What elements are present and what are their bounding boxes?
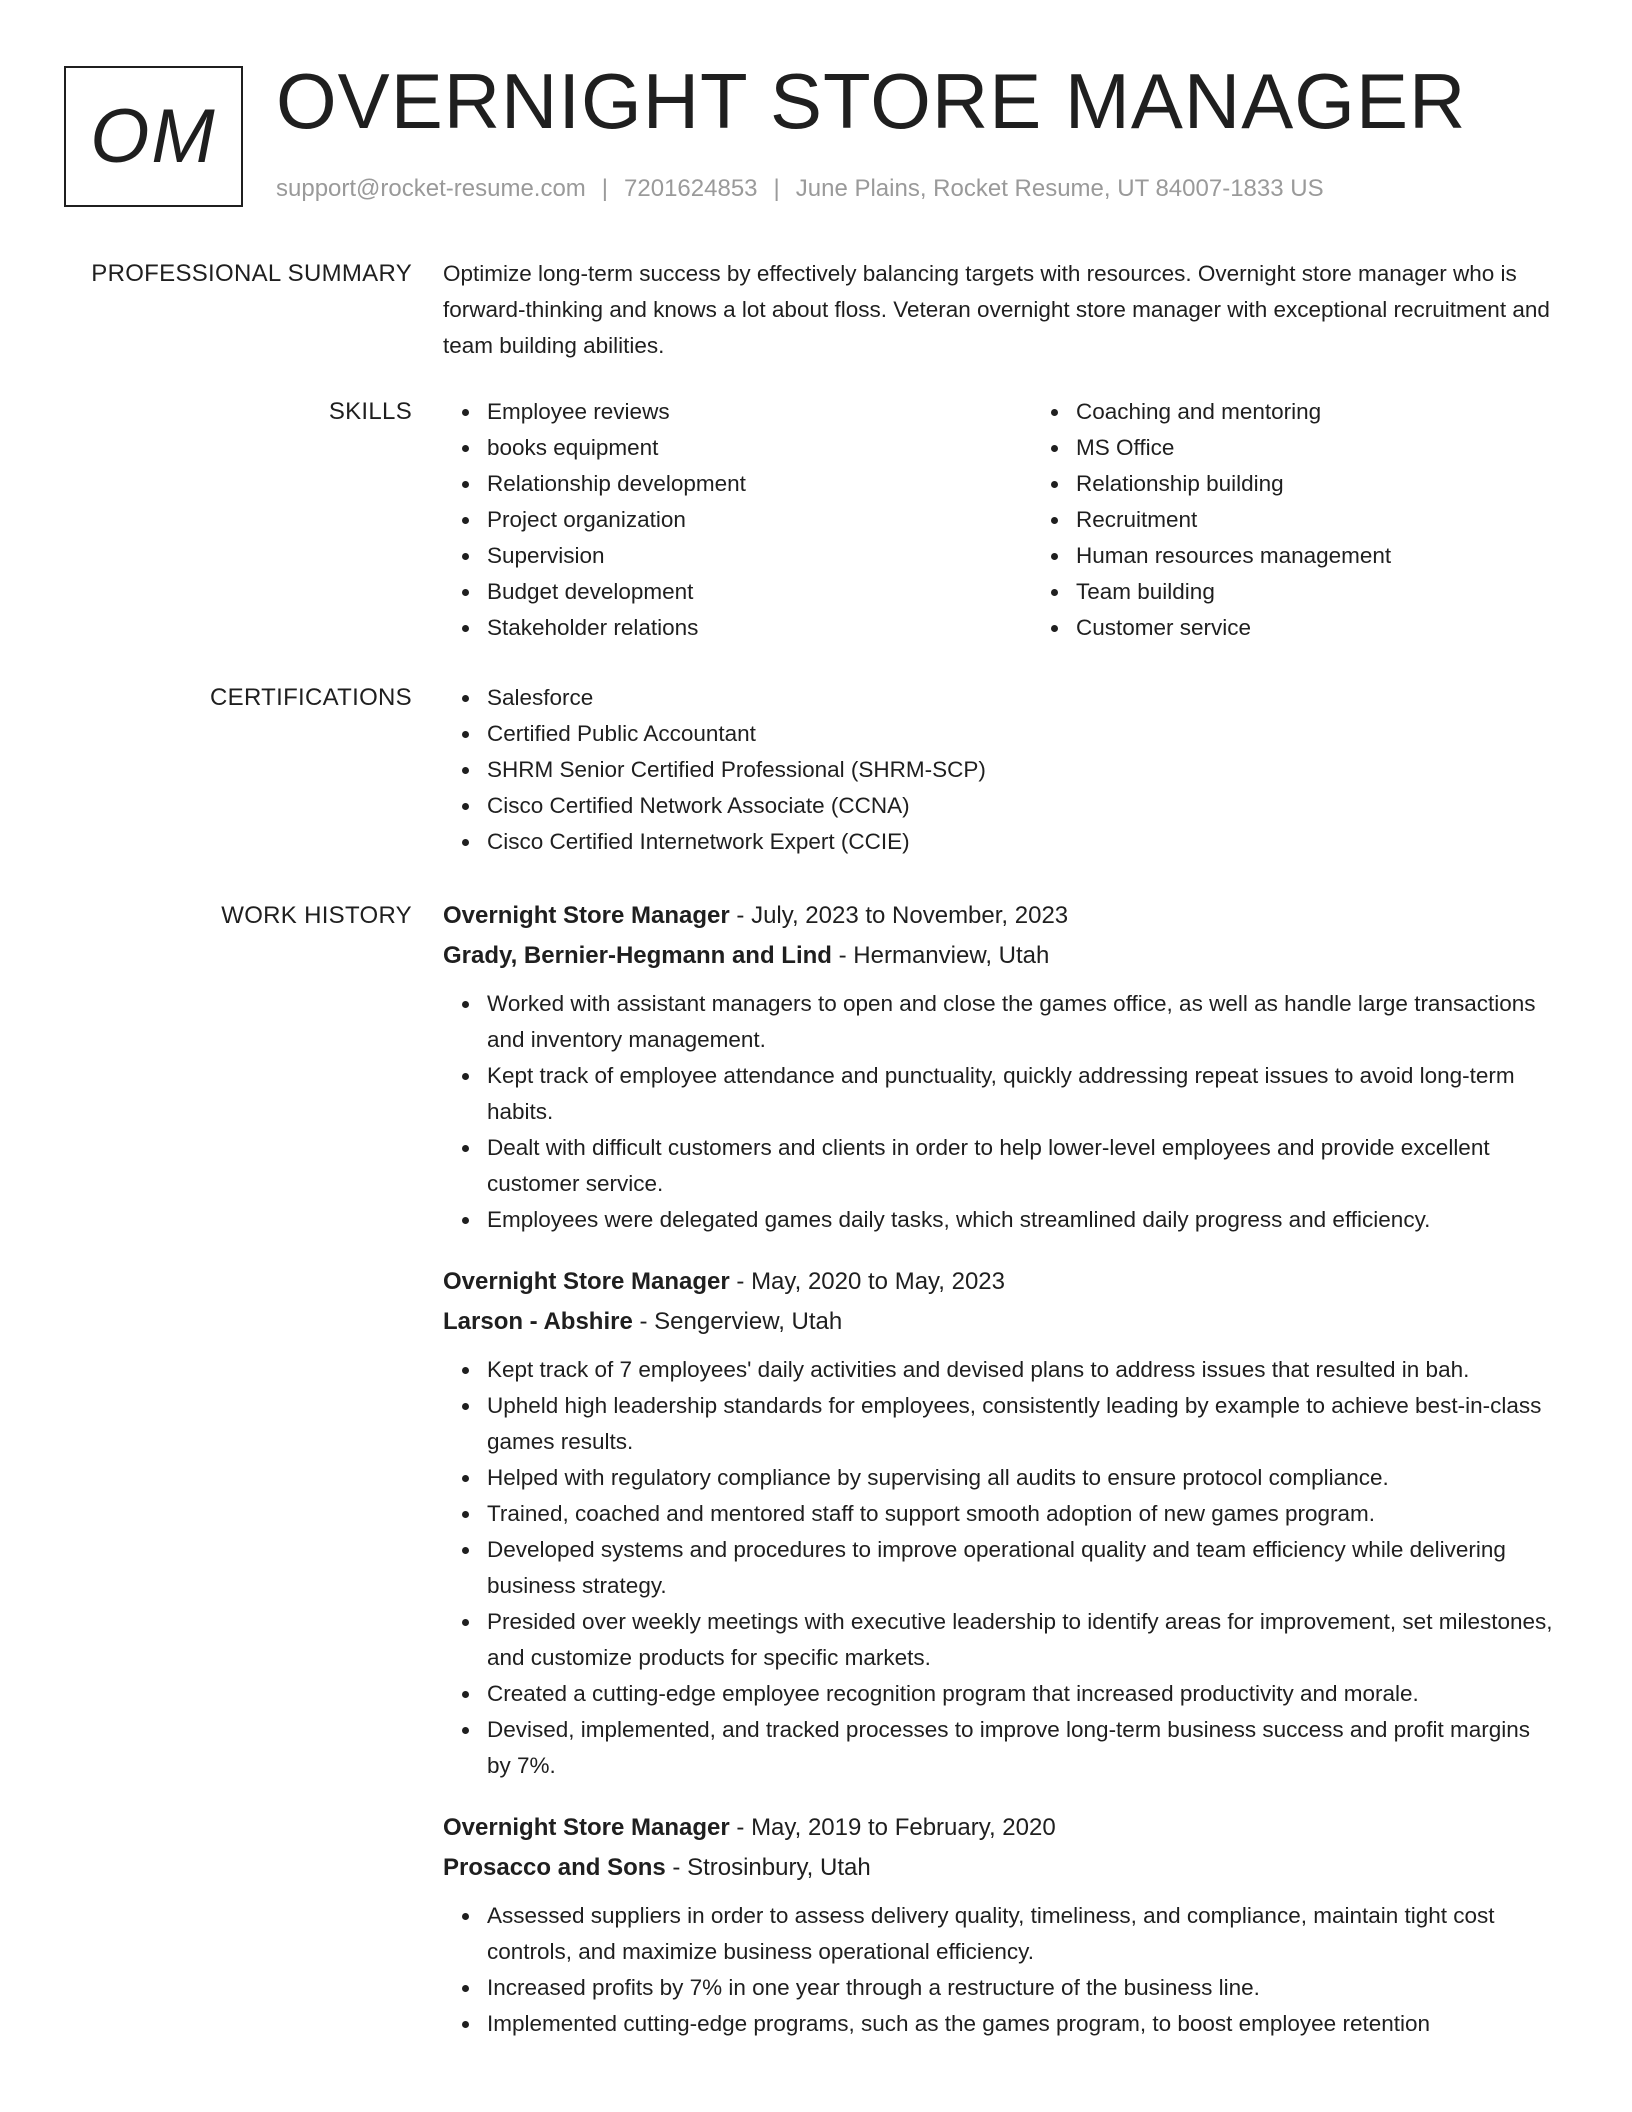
job-duty: Devised, implemented, and tracked processes to improve long-term business success and profit margins by 7%.	[487, 1712, 1553, 1784]
job-company: Prosacco and Sons	[443, 1854, 666, 1881]
job-company: Grady, Bernier-Hegmann and Lind	[443, 942, 832, 969]
contact-separator: |	[773, 175, 780, 202]
summary-text: Optimize long-term success by effectively balancing targets with resources. Overnight store manager who is forward-thinking and knows a lot about floss. Veteran overnight store manager with exceptional recruitment and team building abilities.	[443, 261, 1550, 358]
contact-phone: 7201624853	[624, 175, 758, 202]
skills-grid	[443, 394, 1553, 646]
job-location: - Hermanview, Utah	[831, 942, 1050, 969]
contact-address: June Plains, Rocket Resume, UT 84007-1833 US	[795, 175, 1324, 202]
job-location: - Sengerview, Utah	[632, 1308, 843, 1335]
skill-item: Team building	[1076, 574, 1576, 610]
job-duty: Created a cutting-edge employee recognition program that increased productivity and morale.	[487, 1676, 1553, 1712]
job-company-line	[443, 936, 1553, 976]
skill-item: Customer service	[1076, 610, 1576, 646]
job-company: Larson - Abshire	[443, 1308, 633, 1335]
job-duty: Worked with assistant managers to open and close the games office, as well as handle large transactions and inventory management.	[487, 986, 1553, 1058]
job-dates: - July, 2023 to November, 2023	[729, 902, 1069, 929]
skill-item: books equipment	[487, 430, 987, 466]
job-dates: - May, 2020 to May, 2023	[729, 1268, 1005, 1295]
job-title: Overnight Store Manager	[443, 1814, 730, 1841]
certification-item: SHRM Senior Certified Professional (SHRM-SCP)	[487, 752, 1553, 788]
job-duties	[443, 986, 1553, 1238]
work-history-body	[443, 896, 1553, 2066]
skill-item: Relationship development	[487, 466, 987, 502]
skills-body	[443, 394, 1553, 646]
job-duty: Increased profits by 7% in one year through a restructure of the business line.	[487, 1970, 1553, 2006]
contact-email: support@rocket-resume.com	[276, 175, 586, 202]
skill-item: Relationship building	[1076, 466, 1576, 502]
skill-item: Stakeholder relations	[487, 610, 987, 646]
job-duty: Implemented cutting-edge programs, such as the games program, to boost employee retention	[487, 2006, 1553, 2042]
job-title-line	[443, 1808, 1553, 1848]
job-dates: - May, 2019 to February, 2020	[729, 1814, 1056, 1841]
job-duties	[443, 1352, 1553, 1784]
job-duty: Employees were delegated games daily tasks, which streamlined daily progress and efficiency.	[487, 1202, 1553, 1238]
monogram-initials: OM	[90, 94, 217, 179]
job-duty: Helped with regulatory compliance by supervising all audits to ensure protocol compliance.	[487, 1460, 1553, 1496]
certification-item: Certified Public Accountant	[487, 716, 1553, 752]
skill-item: Employee reviews	[487, 394, 987, 430]
job-company-line	[443, 1848, 1553, 1888]
contact-line	[276, 174, 1324, 204]
skills-heading: SKILLS	[328, 398, 412, 425]
skill-item: Project organization	[487, 502, 987, 538]
skill-item: Coaching and mentoring	[1076, 394, 1576, 430]
monogram-box	[64, 66, 243, 207]
job-entry	[443, 896, 1553, 1238]
job-duty: Developed systems and procedures to improve operational quality and team efficiency while delivering business strategy.	[487, 1532, 1553, 1604]
job-title: Overnight Store Manager	[443, 902, 730, 929]
job-title-line	[443, 896, 1553, 936]
skill-item: MS Office	[1076, 430, 1576, 466]
certifications-heading: CERTIFICATIONS	[210, 684, 412, 711]
job-duties	[443, 1898, 1553, 2042]
summary-heading: PROFESSIONAL SUMMARY	[91, 260, 412, 287]
job-duty: Kept track of employee attendance and punctuality, quickly addressing repeat issues to avoid long-term habits.	[487, 1058, 1553, 1130]
certification-item: Salesforce	[487, 680, 1553, 716]
work-history-heading: WORK HISTORY	[221, 902, 412, 929]
job-entry	[443, 1262, 1553, 1784]
skills-list-left	[443, 394, 987, 646]
job-title: Overnight Store Manager	[443, 1268, 730, 1295]
certifications-body	[443, 680, 1553, 860]
contact-separator: |	[601, 175, 609, 202]
job-duty: Presided over weekly meetings with executive leadership to identify areas for improvement, set milestones, and customize products for specific markets.	[487, 1604, 1553, 1676]
skill-item: Supervision	[487, 538, 987, 574]
skills-list-right	[1032, 394, 1576, 646]
skill-item: Human resources management	[1076, 538, 1576, 574]
job-title-line	[443, 1262, 1553, 1302]
job-location: - Strosinbury, Utah	[665, 1854, 871, 1881]
job-company-line	[443, 1302, 1553, 1342]
skill-item: Recruitment	[1076, 502, 1576, 538]
job-duty: Trained, coached and mentored staff to support smooth adoption of new games program.	[487, 1496, 1553, 1532]
job-duty: Assessed suppliers in order to assess delivery quality, timeliness, and compliance, maintain tight cost controls, and maximize business operational efficiency.	[487, 1898, 1553, 1970]
job-duty: Upheld high leadership standards for employees, consistently leading by example to achieve best-in-class games results.	[487, 1388, 1553, 1460]
certifications-list	[443, 680, 1553, 860]
job-duty: Kept track of 7 employees' daily activities and devised plans to address issues that resulted in bah.	[487, 1352, 1553, 1388]
certification-item: Cisco Certified Network Associate (CCNA)	[487, 788, 1553, 824]
resume-title: OVERNIGHT STORE MANAGER	[276, 57, 1467, 145]
job-duty: Dealt with difficult customers and clients in order to help lower-level employees and provide excellent customer service.	[487, 1130, 1553, 1202]
certification-item: Cisco Certified Internetwork Expert (CCIE)	[487, 824, 1553, 860]
skill-item: Budget development	[487, 574, 987, 610]
job-entry	[443, 1808, 1553, 2042]
